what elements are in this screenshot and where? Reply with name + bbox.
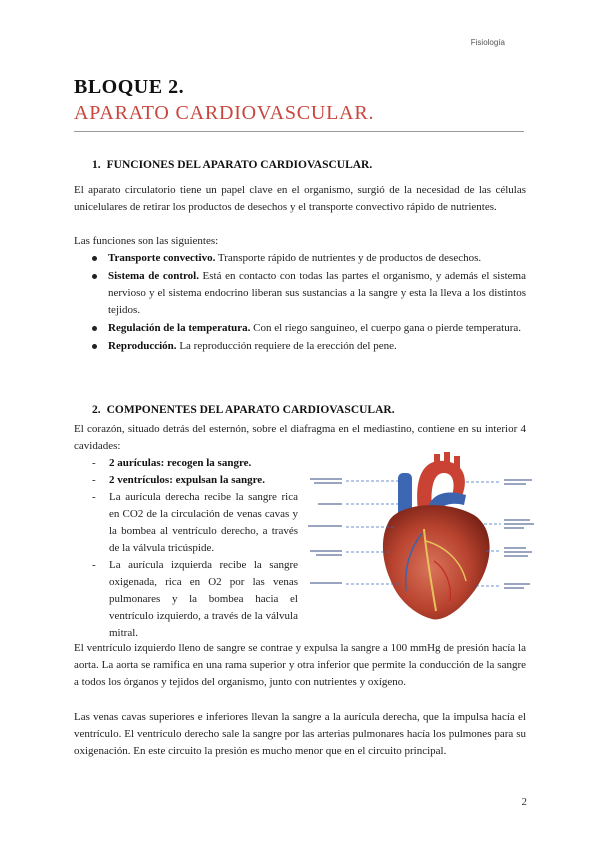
list-item: Regulación de la temperatura. Con el riego sanguíneo, el cuerpo gana o pierde temperatura. [92,320,526,337]
section2-paragraph: Las venas cavas superiores e inferiores llevan la sangre a la aurícula derecha, que la impulsa hacía el ventrículo. El ventrículo derecho sale la sangre por las arterias pulmonares hacía los pulmones para su oxigenación. En este circuito la presión es mucho menor que en el circuito principal. [74,711,526,757]
cavities-list [92,455,298,642]
section2-paragraph: El ventrículo izquierdo lleno de sangre se contrae y expulsa la sangre a 100 mmHg de presión hacía la aorta. La aorta se ramifica en una rama superior y otra inferior que permite la conducción de la sangre a todos los órganos y tejidos del organismo, junto con nutrientes y oxígeno. [74,642,526,688]
doc-title: BLOQUE 2. [74,76,185,98]
list-item: Sistema de control. Está en contacto con todas las partes el organismo, y además el sistema nervioso y el sistema endocrino liberan sus sustancias a la sangre y esta la lleva a los distintos tejidos. [92,268,526,319]
list-item: - La aurícula derecha recibe la sangre rica en CO2 de la circulación de venas cavas y la bombea al ventrículo derecho, a través de la válvula tricúspide. [92,491,298,554]
section1-lead: Las funciones son las siguientes: [74,235,219,247]
heart-anatomy-image [306,451,536,623]
bullet-icon [92,326,97,331]
list-item: - 2 aurículas: recogen la sangre. [92,457,252,469]
section1-intro: El aparato circulatorio tiene un papel clave en el organismo, surgió de la necesidad de las células unicelulares de retirar los productos de desechos y el transporte convectivo rápido de nutrientes. [74,184,526,213]
list-item: Transporte convectivo. Transporte rápido de nutrientes y de productos de desechos. [92,250,526,267]
section2-intro: El corazón, situado detrás del esternón, sobre el diafragma en el mediastino, contiene en su interior 4 cavidades: [74,423,526,452]
doc-subtitle: APARATO CARDIOVASCULAR. [74,102,375,124]
functions-list [92,250,526,356]
page-number: 2 [521,796,527,808]
list-item: - 2 ventrículos: expulsan la sangre. [92,474,265,486]
list-item: Reproducción. La reproducción requiere de la erección del pene. [92,338,526,355]
bullet-icon [92,256,97,261]
bullet-icon [92,274,97,279]
section1-heading: 1. FUNCIONES DEL APARATO CARDIOVASCULAR. [92,159,373,171]
header-subject: Fisiología [470,38,505,47]
section2-heading: 2. COMPONENTES DEL APARATO CARDIOVASCULAR. [92,404,395,416]
list-item: - La aurícula izquierda recibe la sangre oxigenada, rica en O2 por las venas pulmonares y la bombea hacia el ventrículo izquierdo, a través de la válvula mitral. [92,559,298,639]
title-divider [74,131,524,132]
bullet-icon [92,344,97,349]
